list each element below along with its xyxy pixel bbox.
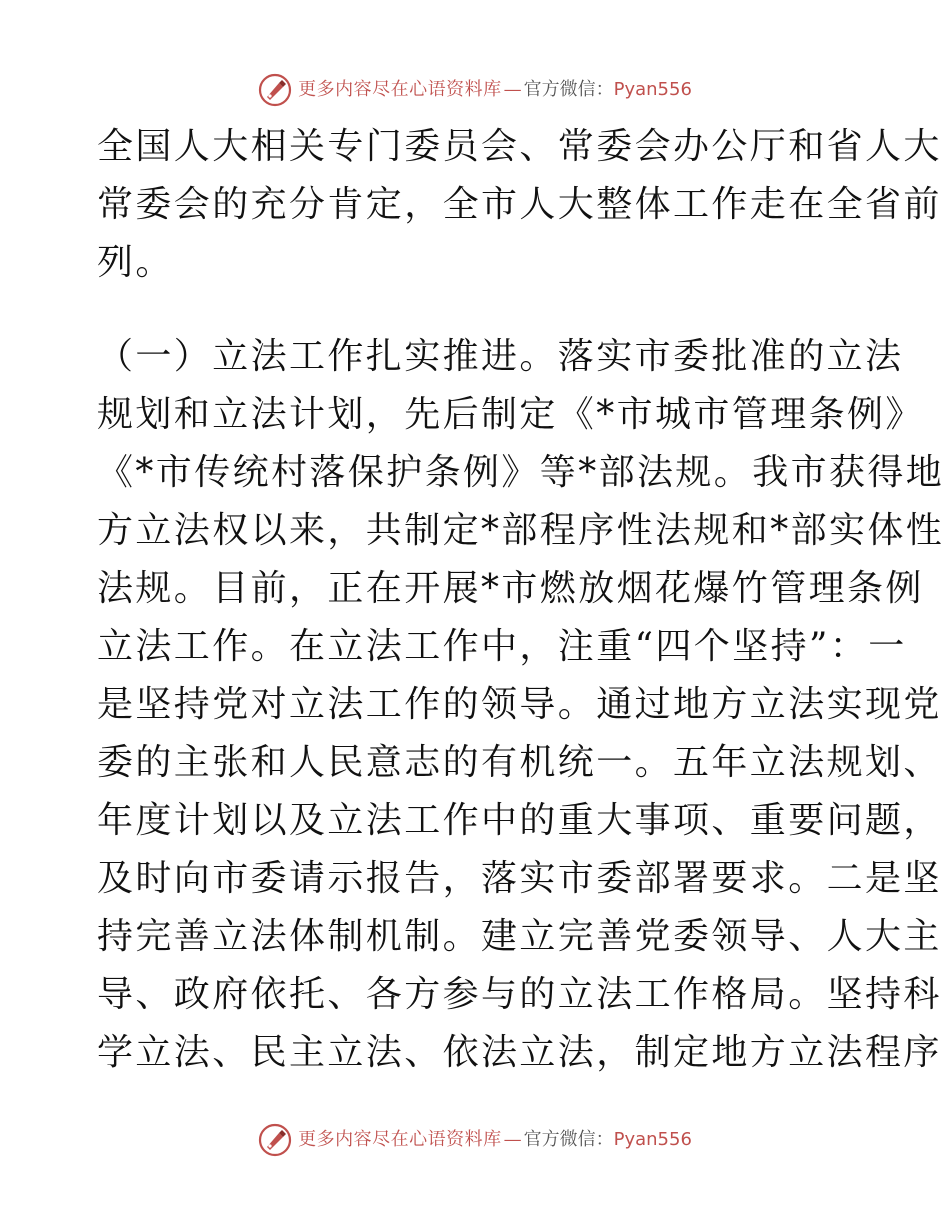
- paragraph-gap: [97, 292, 857, 328]
- header-banner-label: 官方微信：: [523, 79, 614, 100]
- header-banner-dash: —: [503, 79, 522, 100]
- text-line: 及时向市委请示报告，落实市委部署要求。二是坚: [97, 858, 942, 899]
- footer-banner: [0, 1120, 950, 1160]
- text-line: 法规。目前，正在开展*市燃放烟花爆竹管理条例: [97, 568, 924, 609]
- text-line: 持完善立法体制机制。建立完善党委领导、人大主: [97, 916, 942, 957]
- text-line: 常委会的充分肯定，全市人大整体工作走在全省前: [97, 184, 942, 225]
- header-banner-main-text: 更多内容尽在心语资料库: [298, 79, 502, 100]
- pen-nib-logo-icon: [258, 73, 292, 107]
- text-line: 规划和立法计划，先后制定《*市城市管理条例》: [97, 394, 924, 435]
- text-line: 学立法、民主立法、依法立法，制定地方立法程序: [97, 1032, 942, 1073]
- footer-banner-handle: Pyan556: [613, 1129, 692, 1150]
- text-line: 是坚持党对立法工作的领导。通过地方立法实现党: [97, 684, 942, 725]
- header-banner-handle: Pyan556: [613, 79, 692, 100]
- text-line: 《*市传统村落保护条例》等*部法规。我市获得地: [97, 452, 945, 493]
- paragraph-2: [97, 328, 945, 1082]
- paragraph-1: [97, 118, 942, 292]
- text-line: 方立法权以来，共制定*部程序性法规和*部实体性: [97, 510, 945, 551]
- pen-nib-logo-icon: [258, 1123, 292, 1157]
- document-body: [97, 118, 945, 1082]
- text-line: 立法工作。在立法工作中，注重“四个坚持”：一: [97, 626, 907, 667]
- text-line: 列。: [97, 242, 174, 283]
- text-line: 年度计划以及立法工作中的重大事项、重要问题，: [97, 800, 942, 841]
- footer-banner-dash: —: [503, 1129, 522, 1150]
- text-line: 全国人大相关专门委员会、常委会办公厅和省人大: [97, 126, 942, 167]
- footer-banner-text: [298, 1131, 692, 1149]
- footer-banner-label: 官方微信：: [523, 1129, 614, 1150]
- header-banner-text: [298, 81, 692, 99]
- text-line: 委的主张和人民意志的有机统一。五年立法规划、: [97, 742, 942, 783]
- header-banner: [0, 70, 950, 110]
- footer-banner-main-text: 更多内容尽在心语资料库: [298, 1129, 502, 1150]
- text-line: （一）立法工作扎实推进。落实市委批准的立法: [97, 336, 904, 377]
- text-line: 导、政府依托、各方参与的立法工作格局。坚持科: [97, 974, 942, 1015]
